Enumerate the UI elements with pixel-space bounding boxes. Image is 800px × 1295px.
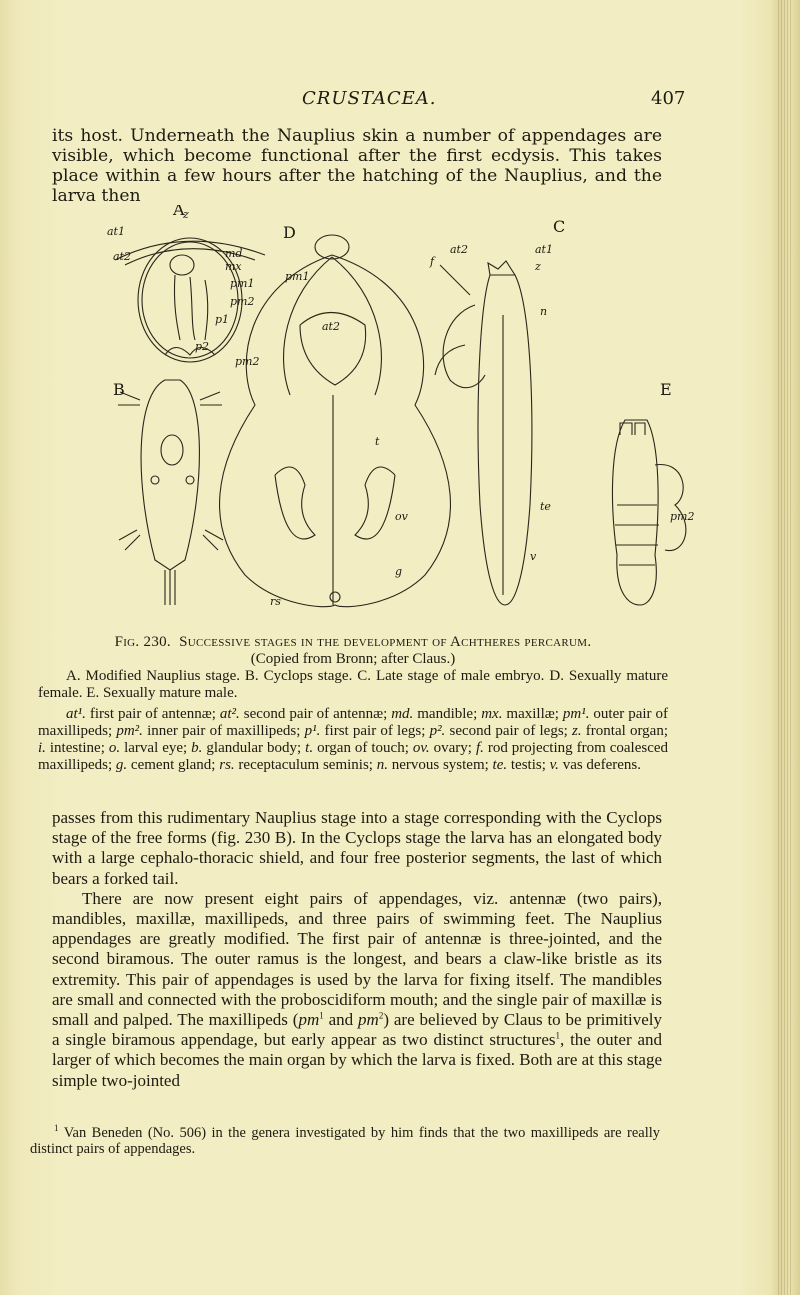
- label-c-at1: at1: [535, 243, 553, 256]
- panel-letter-a: A: [173, 205, 185, 219]
- legend-desc: mandible;: [417, 706, 482, 722]
- label-pm1: pm1: [230, 277, 255, 290]
- legend-abbr: at².: [219, 706, 244, 722]
- legend-desc: ovary;: [433, 740, 476, 756]
- figure-title: Successive stages in the development of Achtheres percarum.: [179, 634, 592, 650]
- legend-abbr: f.: [475, 740, 488, 756]
- legend-abbr: ov.: [412, 740, 434, 756]
- intro-paragraph: [52, 126, 662, 206]
- legend-desc: larval eye;: [124, 740, 192, 756]
- paragraph-1: passes from this rudimentary Nauplius stage into a stage corresponding with the Cyclops stage of the free forms (fig. 230 B). In the Cyclops stage the larva has an elongated body with a large cephalo-thoracic shield, and four free posterior segments, the last of which bears a forked tail.: [52, 808, 662, 888]
- figure-caption: [38, 634, 668, 774]
- legend-desc: frontal organ;: [585, 723, 668, 739]
- legend-abbr: mx.: [481, 706, 507, 722]
- label-z: z: [183, 208, 189, 221]
- label-md: md: [225, 247, 243, 260]
- legend-abbr: g.: [115, 757, 131, 773]
- panel-letter-e: E: [660, 380, 672, 399]
- legend-desc: second pair of legs;: [449, 723, 573, 739]
- legend-abbr: pm¹.: [562, 706, 594, 722]
- paragraph-2: There are now present eight pairs of appendages, viz. antennæ (two pairs), mandibles, maxillæ, maxillipeds, and three pairs of swimming feet. The Nauplius appendages are greatly modified. The first pair of antennæ is three-jointed, and the second biramous. The outer ramus is the longest, and bears a claw-like bristle as its extremity. This pair of appendages is used by the larva for fixing itself. The mandibles are small and connected with the proboscidiform mouth; and the single pair of maxillæ is small and palped. The maxillipeds ($pm^1$ and $pm^2$) are believed by Claus to be primitively a single biramous appendage, but early appear as two distinct structures$^1$, the outer and larger of which becomes the main organ by which the larva is fixed. Both are at this stage simple two-jointed: [52, 888, 663, 1090]
- legend-abbr: n.: [376, 757, 392, 773]
- legend-desc: first pair of antennæ;: [89, 706, 220, 722]
- label-d-pm2: pm2: [235, 355, 260, 368]
- panel-letter-c: C: [553, 217, 566, 236]
- legend-desc: cement gland;: [130, 757, 220, 773]
- label-c-n: n: [540, 305, 548, 318]
- legend-desc: intestine;: [49, 740, 109, 756]
- intro-text: its host. Underneath the Nauplius skin a number of appendages are visible, which become functional after the first ecdysis. This takes place within a few hours after the hatching of the Nauplius, and the larva then: [52, 126, 662, 206]
- footnote-text: Van Beneden (No. 506) in the genera investigated by him finds that the two maxillipeds are really distinct pairs of appendages.: [30, 1125, 660, 1157]
- legend-abbr: p².: [429, 723, 450, 739]
- legend-desc: glandular body;: [206, 740, 306, 756]
- legend-abbr: rs.: [219, 757, 239, 773]
- legend-abbr: z.: [572, 723, 586, 739]
- caption-source: (Copied from Bronn; after Claus.): [250, 651, 456, 667]
- legend-abbr: t.: [305, 740, 318, 756]
- legend-desc: receptaculum seminis;: [238, 757, 377, 773]
- legend-abbr: v.: [549, 757, 563, 773]
- legend-desc: first pair of legs;: [324, 723, 430, 739]
- legend-desc: nervous system;: [391, 757, 493, 773]
- label-at2: at2: [113, 250, 131, 263]
- legend-desc: maxillæ;: [506, 706, 563, 722]
- label-p1: p1: [215, 313, 230, 326]
- caption-legend: [38, 706, 668, 774]
- label-c-te: te: [540, 500, 551, 513]
- legend-desc: second pair of antennæ;: [243, 706, 392, 722]
- label-mx: mx: [225, 260, 242, 273]
- panel-c-male-embryo: [435, 261, 532, 605]
- legend-desc: testis;: [510, 757, 550, 773]
- legend-desc: rod projecting from coalesced maxillipeds;: [38, 740, 669, 773]
- page-header: [0, 88, 800, 112]
- page-edge: [778, 0, 792, 1295]
- legend-abbr: at¹.: [66, 706, 90, 722]
- figure-230: [95, 205, 695, 615]
- pm1-ref: pm: [298, 1010, 320, 1030]
- label-d-rs: rs: [270, 595, 281, 608]
- label-pm2: pm2: [230, 295, 255, 308]
- label-at1: at1: [107, 225, 125, 238]
- footnote: [30, 1125, 660, 1157]
- footnote-marker: 1: [54, 1123, 59, 1134]
- label-d-at2: at2: [322, 320, 340, 333]
- caption-title: [38, 634, 668, 651]
- legend-abbr: te.: [492, 757, 511, 773]
- panel-d-female: [220, 235, 451, 607]
- crustacean-stages-illustration: [95, 205, 695, 615]
- legend-desc: organ of touch;: [317, 740, 413, 756]
- label-d-ov: ov: [395, 510, 408, 523]
- running-title: CRUSTACEA.: [302, 88, 437, 109]
- label-c-v: v: [530, 550, 537, 563]
- legend-abbr: p¹.: [304, 723, 325, 739]
- label-c-z: z: [535, 260, 541, 273]
- label-c-at2: at2: [450, 243, 468, 256]
- panel-b-cyclops: [118, 380, 223, 605]
- label-d-g: g: [395, 565, 403, 578]
- and-text: and: [323, 1010, 359, 1030]
- panel-letter-d: D: [283, 223, 296, 242]
- paragraph-2-part-b: ) are believed by Claus to be primitively a single biramous appendage, but early appear as two distinct structures: [52, 1010, 663, 1050]
- legend-abbr: md.: [391, 706, 418, 722]
- figure-number: Fig. 230.: [114, 634, 171, 650]
- legend-abbr: b.: [191, 740, 207, 756]
- body-text: [52, 808, 662, 1091]
- label-d-pm1: pm1: [285, 270, 310, 283]
- footnote-ref[interactable]: 1: [555, 1030, 560, 1041]
- legend-desc: vas deferens.: [562, 757, 641, 773]
- legend-desc: inner pair of maxillipeds;: [147, 723, 305, 739]
- panel-letter-b: B: [113, 380, 125, 399]
- legend-abbr: pm².: [116, 723, 148, 739]
- legend-abbr: o.: [108, 740, 125, 756]
- legend-abbr: i.: [38, 740, 50, 756]
- pm2-ref: pm: [358, 1010, 379, 1030]
- caption-stages: A. Modified Nauplius stage. B. Cyclops stage. C. Late stage of male embryo. D. Sexually mature female. E. Sexually mature male.: [38, 668, 668, 701]
- label-e-pm2: pm2: [670, 510, 695, 523]
- paragraph-2-part-a: There are now present eight pairs of appendages, viz. antennæ (two pairs), mandibles, maxillæ, maxillipeds, and three pairs of swimming feet. The Nauplius appendages are greatly modified. The first pair of antennæ is three-jointed, and the second biramous. The outer ramus is the longest, and bears a claw-like bristle as its extremity. This pair of appendages is used by the larva for fixing itself. The mandibles are small and connected with the proboscidiform mouth; and the single pair of maxillæ is small and palped. The maxillipeds (: [52, 888, 662, 1030]
- paragraph-2-part-c: , the outer and larger of which becomes the main organ by which the larva is fixed. Both are at this stage simple two-jointed: [52, 1030, 662, 1090]
- label-c-f: f: [430, 255, 435, 268]
- legend-desc: outer pair of maxillipeds;: [38, 706, 668, 739]
- page-number: 407: [651, 88, 686, 109]
- label-p2: p2: [195, 340, 210, 353]
- label-d-t: t: [375, 435, 380, 448]
